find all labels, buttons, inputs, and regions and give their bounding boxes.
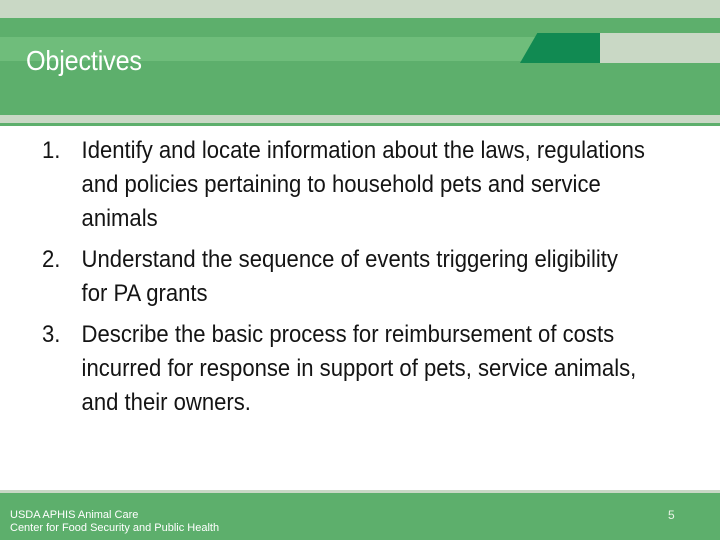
objectives-list: [42, 134, 702, 427]
footer-org-line2: Center for Food Security and Public Health: [10, 522, 220, 534]
objective-text: Describe the basic process for reimbursement of costs incurred for response in support of pets, service animals, and their owners.: [81, 321, 637, 416]
page-number: 5: [668, 508, 675, 522]
objective-item: [42, 243, 649, 311]
header-top-strip: [0, 0, 720, 18]
objective-text: Understand the sequence of events triggering eligibility for PA grants: [81, 246, 618, 307]
header-band: [0, 0, 720, 115]
objective-number: 3.: [42, 321, 61, 348]
footer-organization: [10, 509, 219, 535]
objective-number: 1.: [42, 137, 61, 164]
header-accent-light: [600, 33, 720, 63]
objective-item: [42, 134, 649, 236]
header-divider: [0, 115, 720, 123]
header-divider-thin: [0, 123, 720, 126]
slide-title: Objectives: [26, 45, 142, 76]
objective-number: 2.: [42, 246, 61, 273]
objective-item: [42, 318, 649, 420]
objective-text: Identify and locate information about the laws, regulations and policies pertaining to household pets and service animals: [81, 137, 645, 232]
footer-org-line1: USDA APHIS Animal Care: [10, 509, 139, 521]
